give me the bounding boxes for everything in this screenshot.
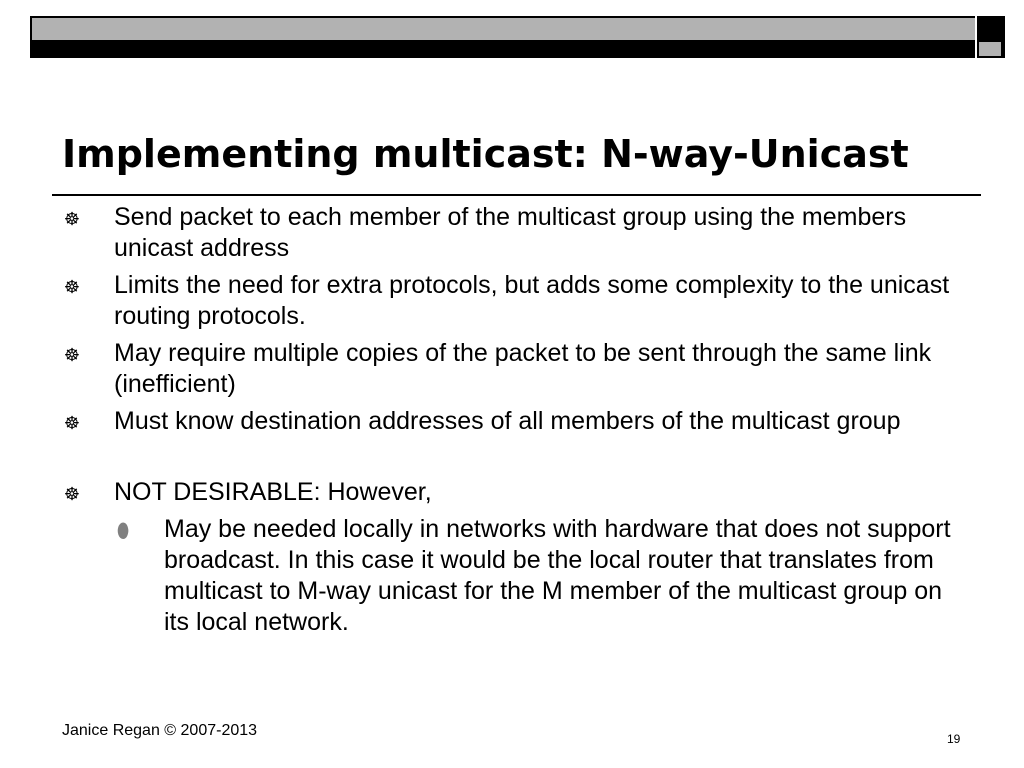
dharma-wheel-bullet-icon: ☸: [63, 345, 81, 366]
slide-content: [58, 202, 958, 638]
header-decoration-corner-inner: [979, 42, 1001, 56]
bullet-item: [58, 338, 958, 400]
header-decoration-corner: [977, 16, 1005, 58]
dharma-wheel-bullet-icon: ☸: [63, 209, 81, 230]
dharma-wheel-bullet-icon: ☸: [63, 413, 81, 434]
droplet-bullet-icon: ⬮: [116, 520, 130, 542]
bullet-text: May require multiple copies of the packet to be sent through the same link (inefficient): [114, 339, 932, 398]
title-divider: [52, 194, 981, 196]
header-decoration-bar: [30, 16, 975, 58]
bullet-text: Send packet to each member of the multicast group using the members unicast address: [114, 203, 907, 262]
bullet-item: [58, 270, 958, 332]
bullet-item: [58, 202, 958, 264]
slide-title: Implementing multicast: N-way-Unicast: [62, 132, 909, 176]
sub-bullet-item: [58, 514, 958, 638]
bullet-item: [58, 477, 958, 508]
dharma-wheel-bullet-icon: ☸: [63, 277, 81, 298]
bullet-text: Limits the need for extra protocols, but adds some complexity to the unicast routing protocols.: [114, 271, 950, 330]
footer-author: Janice Regan © 2007-2013: [62, 722, 258, 739]
dharma-wheel-bullet-icon: ☸: [63, 484, 81, 505]
bullet-text: Must know destination addresses of all members of the multicast group: [114, 407, 901, 435]
bullet-item: [58, 406, 958, 437]
bullet-text: NOT DESIRABLE: However,: [114, 478, 432, 506]
page-number: 19: [947, 732, 961, 746]
header-decoration-bar-inner: [32, 18, 975, 40]
sub-bullet-text: May be needed locally in networks with hardware that does not support broadcast. In this case it would be the local router that translates from multicast to M-way unicast for the M member of the multicast group on its local network.: [164, 515, 951, 636]
